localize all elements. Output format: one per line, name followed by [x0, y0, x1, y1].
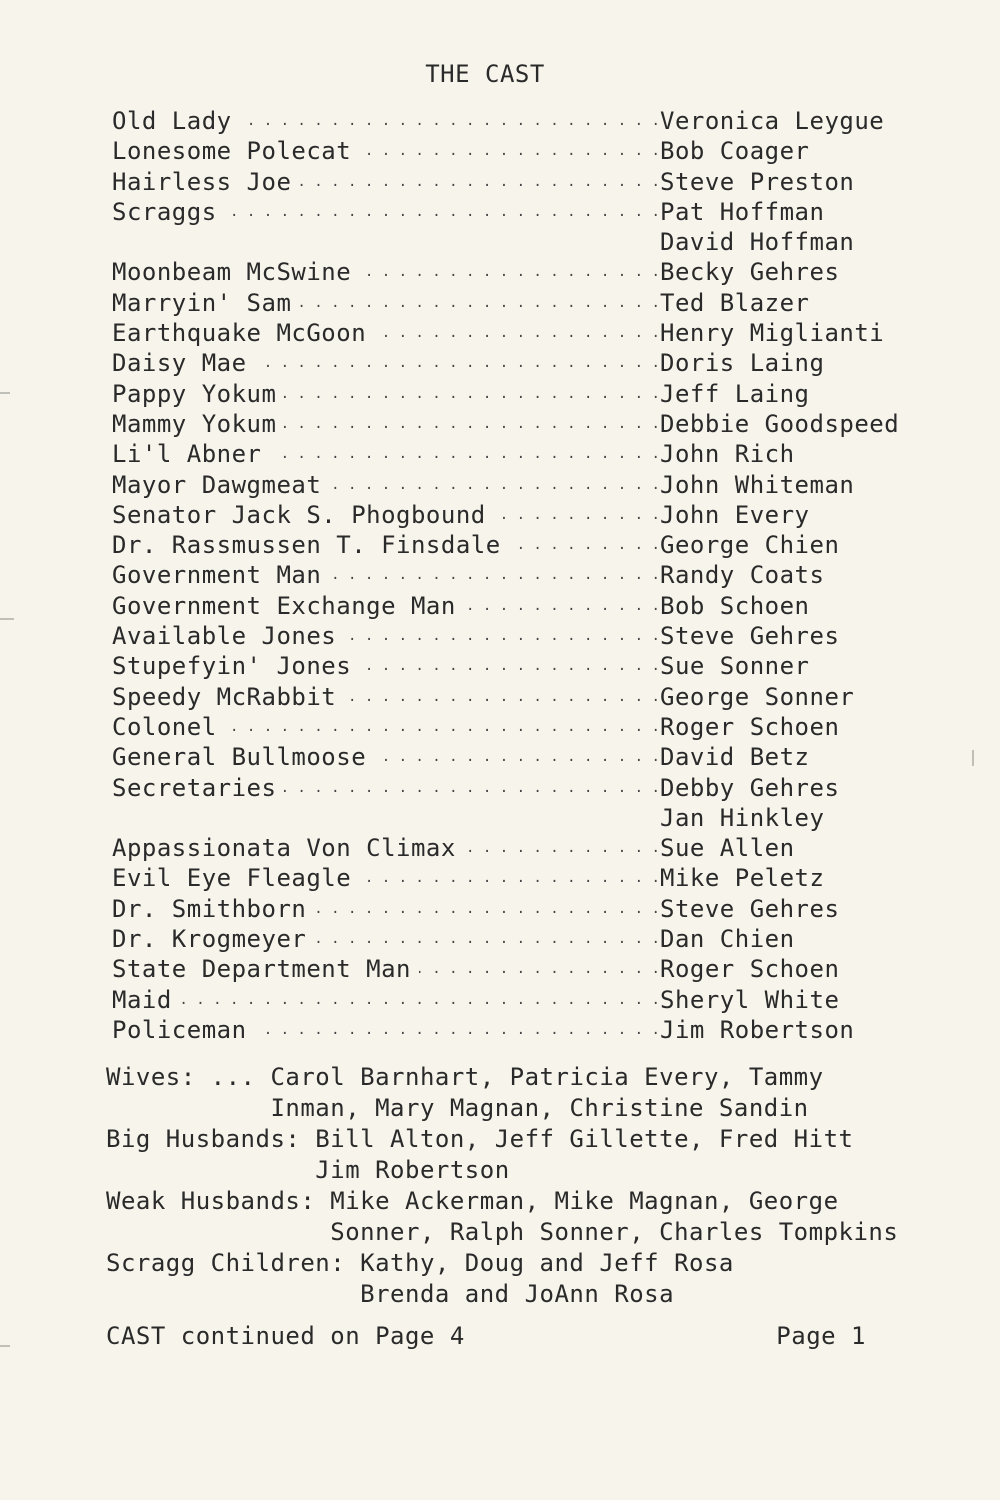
cast-row	[112, 470, 912, 500]
actor-name: Debby Gehres	[660, 773, 840, 802]
actor-name: Debbie Goodspeed	[660, 409, 900, 438]
cast-row	[112, 197, 912, 227]
cast-row	[112, 954, 912, 984]
cast-row	[112, 651, 912, 681]
page-footer	[106, 1322, 866, 1350]
ensemble-list	[106, 1062, 926, 1310]
role-cell	[112, 651, 660, 681]
actor-name: Dan Chien	[660, 925, 795, 954]
group-label: Big Husbands:	[106, 1125, 316, 1153]
punch-mark-bottom	[0, 1345, 10, 1347]
role-name: Hairless Joe	[112, 168, 299, 196]
group-label: Wives: ...	[106, 1063, 271, 1091]
actor-name: Doris Laing	[660, 349, 825, 378]
role-name: Dr. Rassmussen T. Finsdale	[112, 531, 509, 559]
cast-row	[112, 682, 912, 712]
role-name: Government Exchange Man	[112, 592, 464, 620]
actor-name: Steve Preston	[660, 167, 855, 196]
cast-row	[112, 348, 912, 378]
actor-name: Sue Sonner	[660, 652, 810, 681]
member-line: Brenda and JoAnn Rosa	[360, 1280, 675, 1308]
actor-name: Pat Hoffman	[660, 197, 825, 226]
actor-name: Steve Gehres	[660, 894, 840, 923]
role-name: Stupefyin' Jones	[112, 652, 359, 680]
role-cell	[112, 985, 660, 1015]
role-cell	[112, 500, 660, 530]
role-name: Mayor Dawgmeat	[112, 471, 329, 499]
role-cell	[112, 379, 660, 409]
role-cell	[112, 560, 660, 590]
cast-row	[112, 1015, 912, 1045]
member-line: Bill Alton, Jeff Gillette, Fred Hitt	[315, 1125, 854, 1153]
actor-name: Veronica Leygue	[660, 107, 885, 135]
role-cell	[112, 136, 660, 166]
role-cell	[112, 773, 660, 803]
ensemble-group	[106, 1124, 926, 1186]
ensemble-group	[106, 1062, 926, 1124]
member-line: Kathy, Doug and Jeff Rosa	[360, 1249, 734, 1277]
member-line: Carol Barnhart, Patricia Every, Tammy	[270, 1063, 824, 1091]
cast-row	[112, 924, 912, 954]
cast-row	[112, 560, 912, 590]
punch-mark-middle	[0, 618, 14, 620]
role-cell	[112, 197, 660, 227]
ensemble-group	[106, 1186, 926, 1248]
role-name: Lonesome Polecat	[112, 137, 359, 165]
cast-row	[112, 257, 912, 287]
cast-row	[112, 712, 912, 742]
cast-row	[112, 742, 912, 772]
role-cell	[112, 167, 660, 197]
cast-row	[112, 530, 912, 560]
role-cell	[112, 530, 660, 560]
role-name: Maid	[112, 986, 180, 1014]
cast-row	[112, 500, 912, 530]
actor-name: Roger Schoen	[660, 955, 840, 984]
actor-name: Steve Gehres	[660, 622, 840, 651]
cast-list	[112, 106, 912, 1045]
actor-name: David Hoffman	[660, 228, 855, 257]
edge-mark-right	[972, 750, 974, 766]
actor-name: Sue Allen	[660, 834, 795, 863]
group-members	[270, 1062, 823, 1124]
role-cell	[112, 621, 660, 651]
role-cell	[112, 954, 660, 984]
cast-row	[112, 379, 912, 409]
cast-row	[112, 591, 912, 621]
role-name: Pappy Yokum	[112, 380, 284, 408]
cast-row	[112, 985, 912, 1015]
role-cell	[112, 712, 660, 742]
actor-name: David Betz	[660, 743, 810, 772]
role-name: Moonbeam McSwine	[112, 258, 359, 286]
role-cell	[112, 863, 660, 893]
role-cell	[112, 682, 660, 712]
role-name: Speedy McRabbit	[112, 683, 344, 711]
group-label: Scragg Children:	[106, 1249, 361, 1277]
actor-name: Jan Hinkley	[660, 803, 825, 832]
group-label: Weak Husbands:	[106, 1187, 331, 1215]
group-members	[330, 1186, 898, 1248]
role-cell	[112, 106, 660, 136]
cast-row	[112, 803, 912, 833]
role-name: Appassionata Von Climax	[112, 834, 464, 862]
member-line: Inman, Mary Magnan, Christine Sandin	[270, 1094, 809, 1122]
role-name: Scraggs	[112, 198, 225, 226]
actor-name: Becky Gehres	[660, 258, 840, 287]
role-name: Li'l Abner	[112, 440, 270, 468]
cast-row	[112, 894, 912, 924]
role-cell	[112, 470, 660, 500]
role-name: Marryin' Sam	[112, 289, 299, 317]
role-cell	[112, 409, 660, 439]
ensemble-group	[106, 1248, 926, 1310]
role-cell	[112, 591, 660, 621]
cast-row	[112, 288, 912, 318]
member-line: Mike Ackerman, Mike Magnan, George	[330, 1187, 839, 1215]
role-name: Policeman	[112, 1016, 255, 1044]
member-line: Jim Robertson	[315, 1156, 510, 1184]
actor-name: Randy Coats	[660, 561, 825, 590]
cast-row	[112, 773, 912, 803]
role-cell	[112, 833, 660, 863]
role-name: Government Man	[112, 561, 329, 589]
cast-row	[112, 106, 912, 136]
role-cell	[112, 318, 660, 348]
role-name: Old Lady	[112, 107, 240, 135]
role-cell	[112, 439, 660, 469]
role-name: Colonel	[112, 713, 225, 741]
cast-row	[112, 318, 912, 348]
actor-name: Henry Miglianti	[660, 319, 885, 348]
actor-name: Sheryl White	[660, 985, 840, 1014]
role-name: State Department Man	[112, 955, 419, 983]
punch-mark-top	[0, 392, 10, 394]
group-members	[360, 1248, 734, 1310]
actor-name: Bob Schoen	[660, 591, 810, 620]
cast-row	[112, 863, 912, 893]
cast-row	[112, 409, 912, 439]
role-name: Secretaries	[112, 774, 284, 802]
cast-row	[112, 621, 912, 651]
role-cell	[112, 924, 660, 954]
actor-name: Ted Blazer	[660, 288, 810, 317]
cast-row	[112, 833, 912, 863]
role-name: General Bullmoose	[112, 743, 374, 771]
role-name: Earthquake McGoon	[112, 319, 374, 347]
actor-name: John Rich	[660, 440, 795, 469]
role-name: Available Jones	[112, 622, 344, 650]
role-name: Mammy Yokum	[112, 410, 284, 438]
page-number: Page 1	[776, 1322, 866, 1350]
role-name: Dr. Krogmeyer	[112, 925, 314, 953]
role-cell	[112, 742, 660, 772]
continued-note: CAST continued on Page 4	[106, 1322, 465, 1350]
cast-row	[112, 439, 912, 469]
cast-row	[112, 167, 912, 197]
actor-name: Bob Coager	[660, 137, 810, 166]
role-name: Dr. Smithborn	[112, 895, 314, 923]
actor-name: John Every	[660, 500, 810, 529]
role-name: Daisy Mae	[112, 349, 255, 377]
role-cell	[112, 348, 660, 378]
cast-row	[112, 227, 912, 257]
actor-name: Jeff Laing	[660, 379, 810, 408]
role-name: Senator Jack S. Phogbound	[112, 501, 494, 529]
role-cell	[112, 1015, 660, 1045]
actor-name: Jim Robertson	[660, 1015, 855, 1044]
role-cell	[112, 288, 660, 318]
cast-row	[112, 136, 912, 166]
role-cell	[112, 894, 660, 924]
actor-name: George Chien	[660, 531, 840, 560]
page-title: THE CAST	[425, 60, 545, 88]
actor-name: Roger Schoen	[660, 712, 840, 741]
role-name: Evil Eye Fleagle	[112, 864, 359, 892]
actor-name: George Sonner	[660, 682, 855, 711]
role-cell	[112, 257, 660, 287]
group-members	[315, 1124, 853, 1186]
actor-name: Mike Peletz	[660, 864, 825, 893]
member-line: Sonner, Ralph Sonner, Charles Tompkins	[330, 1218, 899, 1246]
actor-name: John Whiteman	[660, 470, 855, 499]
